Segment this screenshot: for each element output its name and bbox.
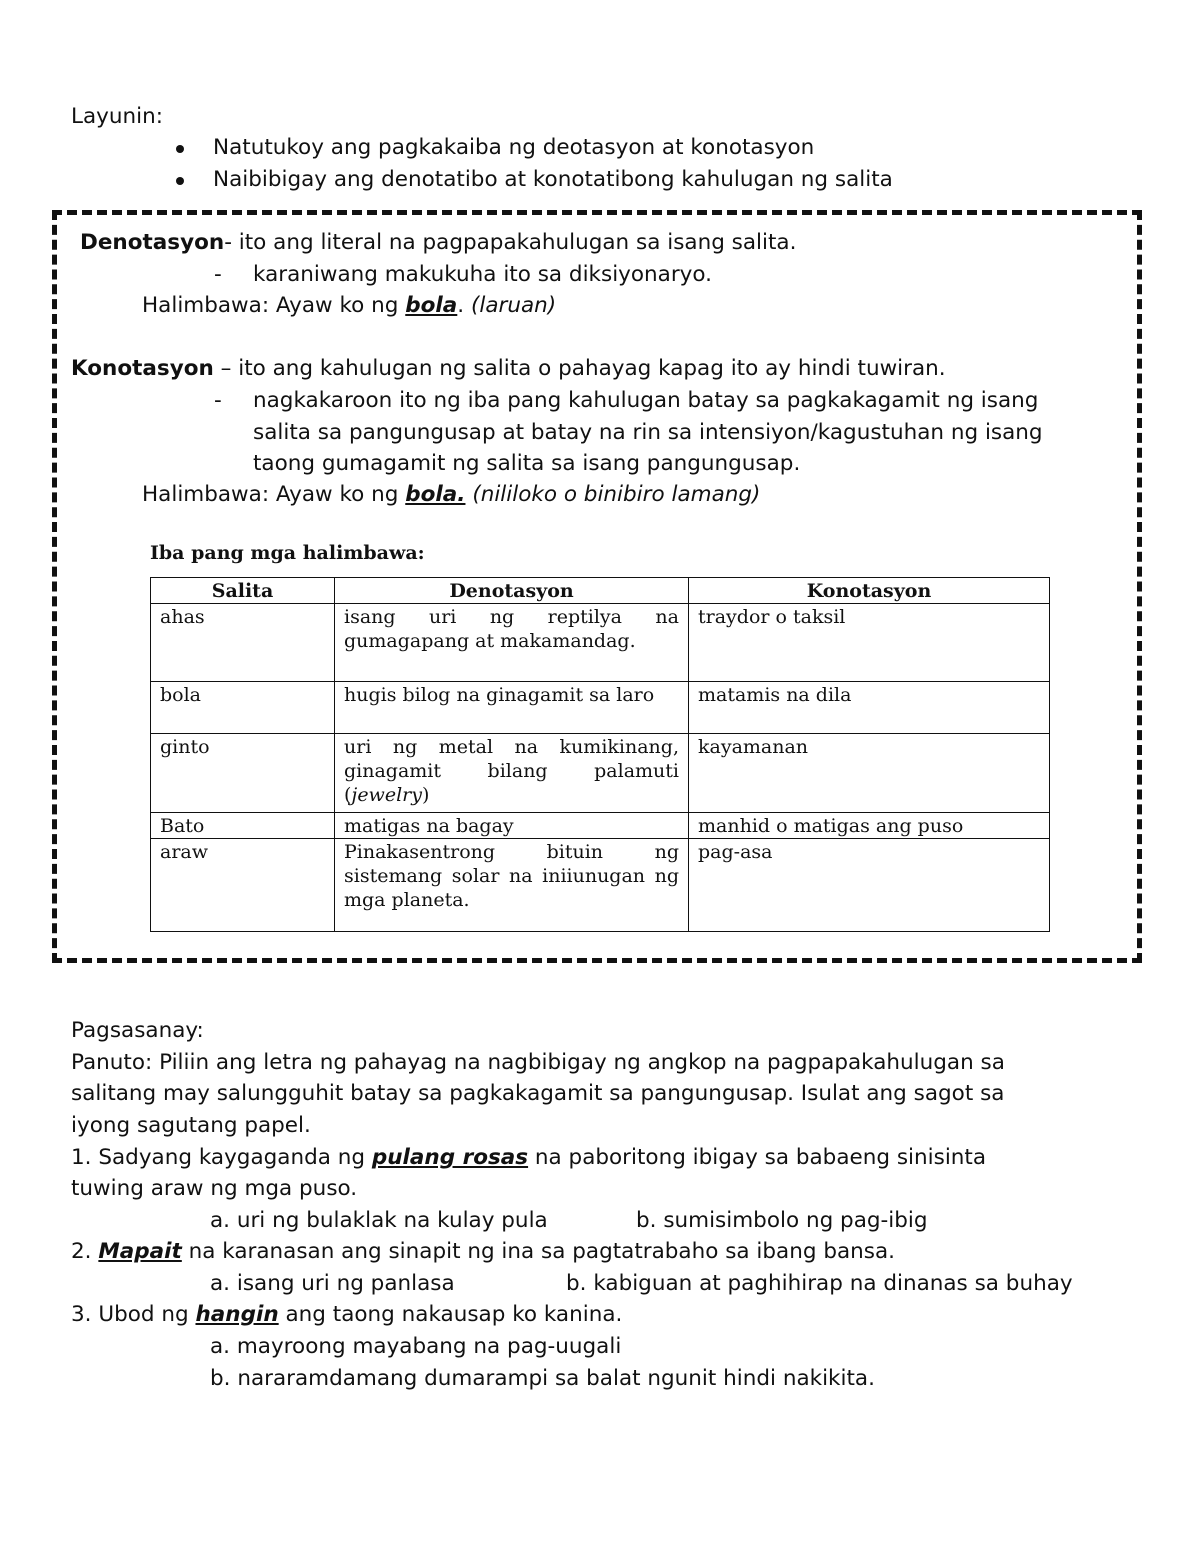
layunin-item-2: Naibibigay ang denotatibo at konotatibong kahulugan ng salita: [213, 167, 893, 192]
konotasyon-term: Konotasyon: [71, 356, 214, 381]
example-word: bola.: [405, 482, 466, 507]
table-row: [151, 839, 1050, 932]
example-word: bola: [405, 293, 458, 318]
denotasyon-term: Denotasyon: [80, 230, 225, 255]
cell-denotasyon: isang uri ng reptilya na gumagapang at makamandag.: [335, 604, 689, 682]
example-prefix: Halimbawa: Ayaw ko ng: [142, 293, 406, 318]
question-word: hangin: [195, 1302, 279, 1327]
cell-konotasyon: pag-asa: [689, 839, 1050, 932]
question-3: [71, 1302, 622, 1327]
q2-choice-b: b. kabiguan at paghihirap na dinanas sa buhay: [566, 1271, 1073, 1296]
question-suffix: ang taong nakausap ko kanina.: [278, 1302, 623, 1327]
cell-salita: Bato: [151, 813, 335, 839]
cell-konotasyon: matamis na dila: [689, 682, 1050, 734]
panuto-line-1: Panuto: Piliin ang letra ng pahayag na nagbibigay ng angkop na pagpapakahulugan sa: [71, 1050, 1005, 1075]
table-row: [151, 604, 1050, 682]
cell-salita: ginto: [151, 734, 335, 813]
question-word: pulang rosas: [371, 1145, 529, 1170]
table-row: [151, 734, 1050, 813]
example-prefix: Halimbawa: Ayaw ko ng: [142, 482, 406, 507]
denotasyon-definition: [80, 230, 796, 255]
layunin-title: Layunin:: [71, 104, 163, 129]
question-suffix: na karanasan ang sinapit ng ina sa pagtatrabaho sa ibang bansa.: [181, 1239, 895, 1264]
question-2: [71, 1239, 895, 1264]
cell-denotasyon-text: uri ng metal na kumikinang, ginagamit bilang palamuti (: [344, 736, 679, 806]
question-1: [71, 1145, 986, 1170]
denotasyon-example: [142, 293, 556, 318]
konotasyon-dash: -: [214, 388, 222, 413]
konotasyon-definition: [71, 356, 946, 381]
denotasyon-dash: -: [214, 262, 222, 287]
cell-denotasyon-italic: jewelry: [351, 784, 422, 806]
q2-choice-a: a. isang uri ng panlasa: [210, 1271, 455, 1296]
q1-choice-b: b. sumisimbolo ng pag-ibig: [636, 1208, 928, 1233]
pagsasanay-title: Pagsasanay:: [71, 1018, 204, 1043]
table-row: [151, 813, 1050, 839]
konotasyon-note-line-3: taong gumagamit ng salita sa isang pangungusap.: [253, 451, 801, 476]
examples-table: [150, 577, 1050, 932]
header-salita: Salita: [151, 578, 335, 604]
cell-konotasyon: manhid o matigas ang puso: [689, 813, 1050, 839]
cell-salita: bola: [151, 682, 335, 734]
konotasyon-note-line-1: nagkakaroon ito ng iba pang kahulugan batay sa pagkakagamit ng isang: [253, 388, 1039, 413]
question-prefix: 3. Ubod ng: [71, 1302, 196, 1327]
table-header-row: [151, 578, 1050, 604]
header-konotasyon: Konotasyon: [689, 578, 1050, 604]
header-denotasyon: Denotasyon: [335, 578, 689, 604]
example-meaning: (nililoko o binibiro lamang): [472, 482, 761, 507]
cell-denotasyon-close: ): [421, 784, 430, 806]
bullet-icon: [176, 145, 184, 153]
bullet-icon: [176, 177, 184, 185]
cell-salita: araw: [151, 839, 335, 932]
table-row: [151, 682, 1050, 734]
cell-konotasyon: traydor o taksil: [689, 604, 1050, 682]
cell-konotasyon: kayamanan: [689, 734, 1050, 813]
question-prefix: 2.: [71, 1239, 99, 1264]
cell-denotasyon: [335, 734, 689, 813]
question-suffix: na paboritong ibigay sa babaeng sinisinta: [528, 1145, 987, 1170]
q3-choice-b: b. nararamdamang dumarampi sa balat ngunit hindi nakikita.: [210, 1366, 875, 1391]
question-1-line-2: tuwing araw ng mga puso.: [71, 1176, 358, 1201]
konotasyon-definition-text: – ito ang kahulugan ng salita o pahayag kapag ito ay hindi tuwiran.: [213, 356, 946, 381]
question-prefix: 1. Sadyang kaygaganda ng: [71, 1145, 372, 1170]
example-meaning: (laruan): [470, 293, 557, 318]
konotasyon-example: [142, 482, 760, 507]
q1-choice-a: a. uri ng bulaklak na kulay pula: [210, 1208, 548, 1233]
example-suffix: .: [457, 293, 471, 318]
table-title: Iba pang mga halimbawa:: [150, 542, 425, 564]
denotasyon-note: karaniwang makukuha ito sa diksiyonaryo.: [253, 262, 713, 287]
cell-salita: ahas: [151, 604, 335, 682]
question-word: Mapait: [98, 1239, 182, 1264]
q3-choice-a: a. mayroong mayabang na pag-uugali: [210, 1334, 622, 1359]
layunin-item-1: Natutukoy ang pagkakaiba ng deotasyon at konotasyon: [213, 135, 815, 160]
panuto-line-2: salitang may salungguhit batay sa pagkakagamit sa pangungusap. Isulat ang sagot sa: [71, 1081, 1005, 1106]
denotasyon-definition-text: - ito ang literal na pagpapakahulugan sa isang salita.: [224, 230, 797, 255]
cell-denotasyon: matigas na bagay: [335, 813, 689, 839]
cell-denotasyon: Pinakasentrong bituin ng sistemang solar na iniiunugan ng mga planeta.: [335, 839, 689, 932]
cell-denotasyon: hugis bilog na ginagamit sa laro: [335, 682, 689, 734]
konotasyon-note-line-2: salita sa pangungusap at batay na rin sa intensiyon/kagustuhan ng isang: [253, 420, 1043, 445]
panuto-line-3: iyong sagutang papel.: [71, 1113, 311, 1138]
